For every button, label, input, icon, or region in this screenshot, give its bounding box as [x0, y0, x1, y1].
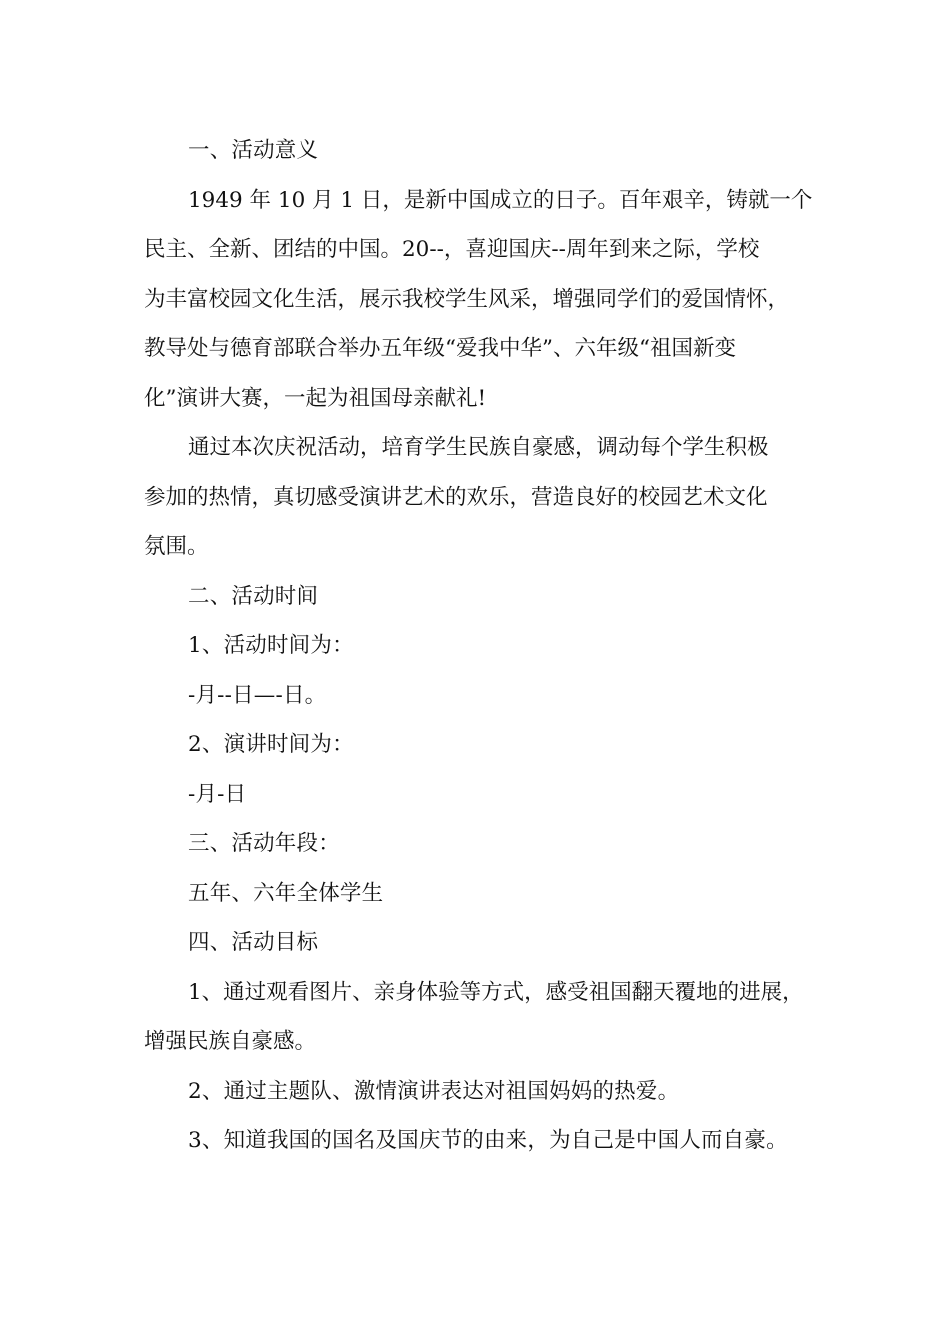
paragraph-line: 1949 年 10 月 1 日，是新中国成立的日子。百年艰辛，铸就一个: [188, 187, 813, 213]
section-heading-grades: 三、活动年段：: [188, 831, 340, 856]
paragraph-significance: [144, 176, 834, 424]
grades-value: 五年、六年全体学生: [188, 880, 384, 906]
paragraph-line: 增强民族自豪感。: [144, 1029, 317, 1054]
section-heading-time: 二、活动时间: [188, 583, 319, 609]
document-body: [144, 126, 834, 1166]
paragraph-line: 化”演讲大赛，一起为祖国母亲献礼!: [144, 385, 487, 411]
activity-time-label: 1、活动时间为：: [188, 633, 354, 658]
goal-item-1: [144, 968, 834, 1067]
paragraph-line: 民主、全新、团结的中国。20--，喜迎国庆--周年到来之际，学校: [144, 237, 760, 262]
speech-time-label: 2、演讲时间为：: [188, 732, 354, 757]
section-heading-goals: 四、活动目标: [188, 930, 319, 955]
paragraph-line: 教导处与德育部联合举办五年级“爱我中华”、六年级“祖国新变: [144, 336, 736, 361]
section-heading-significance: 一、活动意义: [188, 138, 319, 163]
paragraph-line: 1、通过观看图片、亲身体验等方式，感受祖国翻天覆地的进展，: [188, 979, 804, 1005]
paragraph-line: 为丰富校园文化生活，展示我校学生风采，增强同学们的爱国情怀，: [144, 286, 790, 312]
paragraph-line: 参加的热情，真切感受演讲艺术的欢乐，营造良好的校园艺术文化: [144, 484, 768, 510]
paragraph-purpose: [144, 423, 834, 572]
speech-time-value: -月-日: [188, 781, 247, 807]
goal-item-3: 3、知道我国的国名及国庆节的由来，为自己是中国人而自豪。: [188, 1128, 788, 1153]
paragraph-line: 氛围。: [144, 534, 209, 559]
activity-time-value: -月--日—-日。: [188, 682, 327, 708]
goal-item-2: 2、通过主题队、激情演讲表达对祖国妈妈的热爱。: [188, 1078, 680, 1104]
paragraph-line: 通过本次庆祝活动，培育学生民族自豪感，调动每个学生积极: [188, 435, 769, 460]
